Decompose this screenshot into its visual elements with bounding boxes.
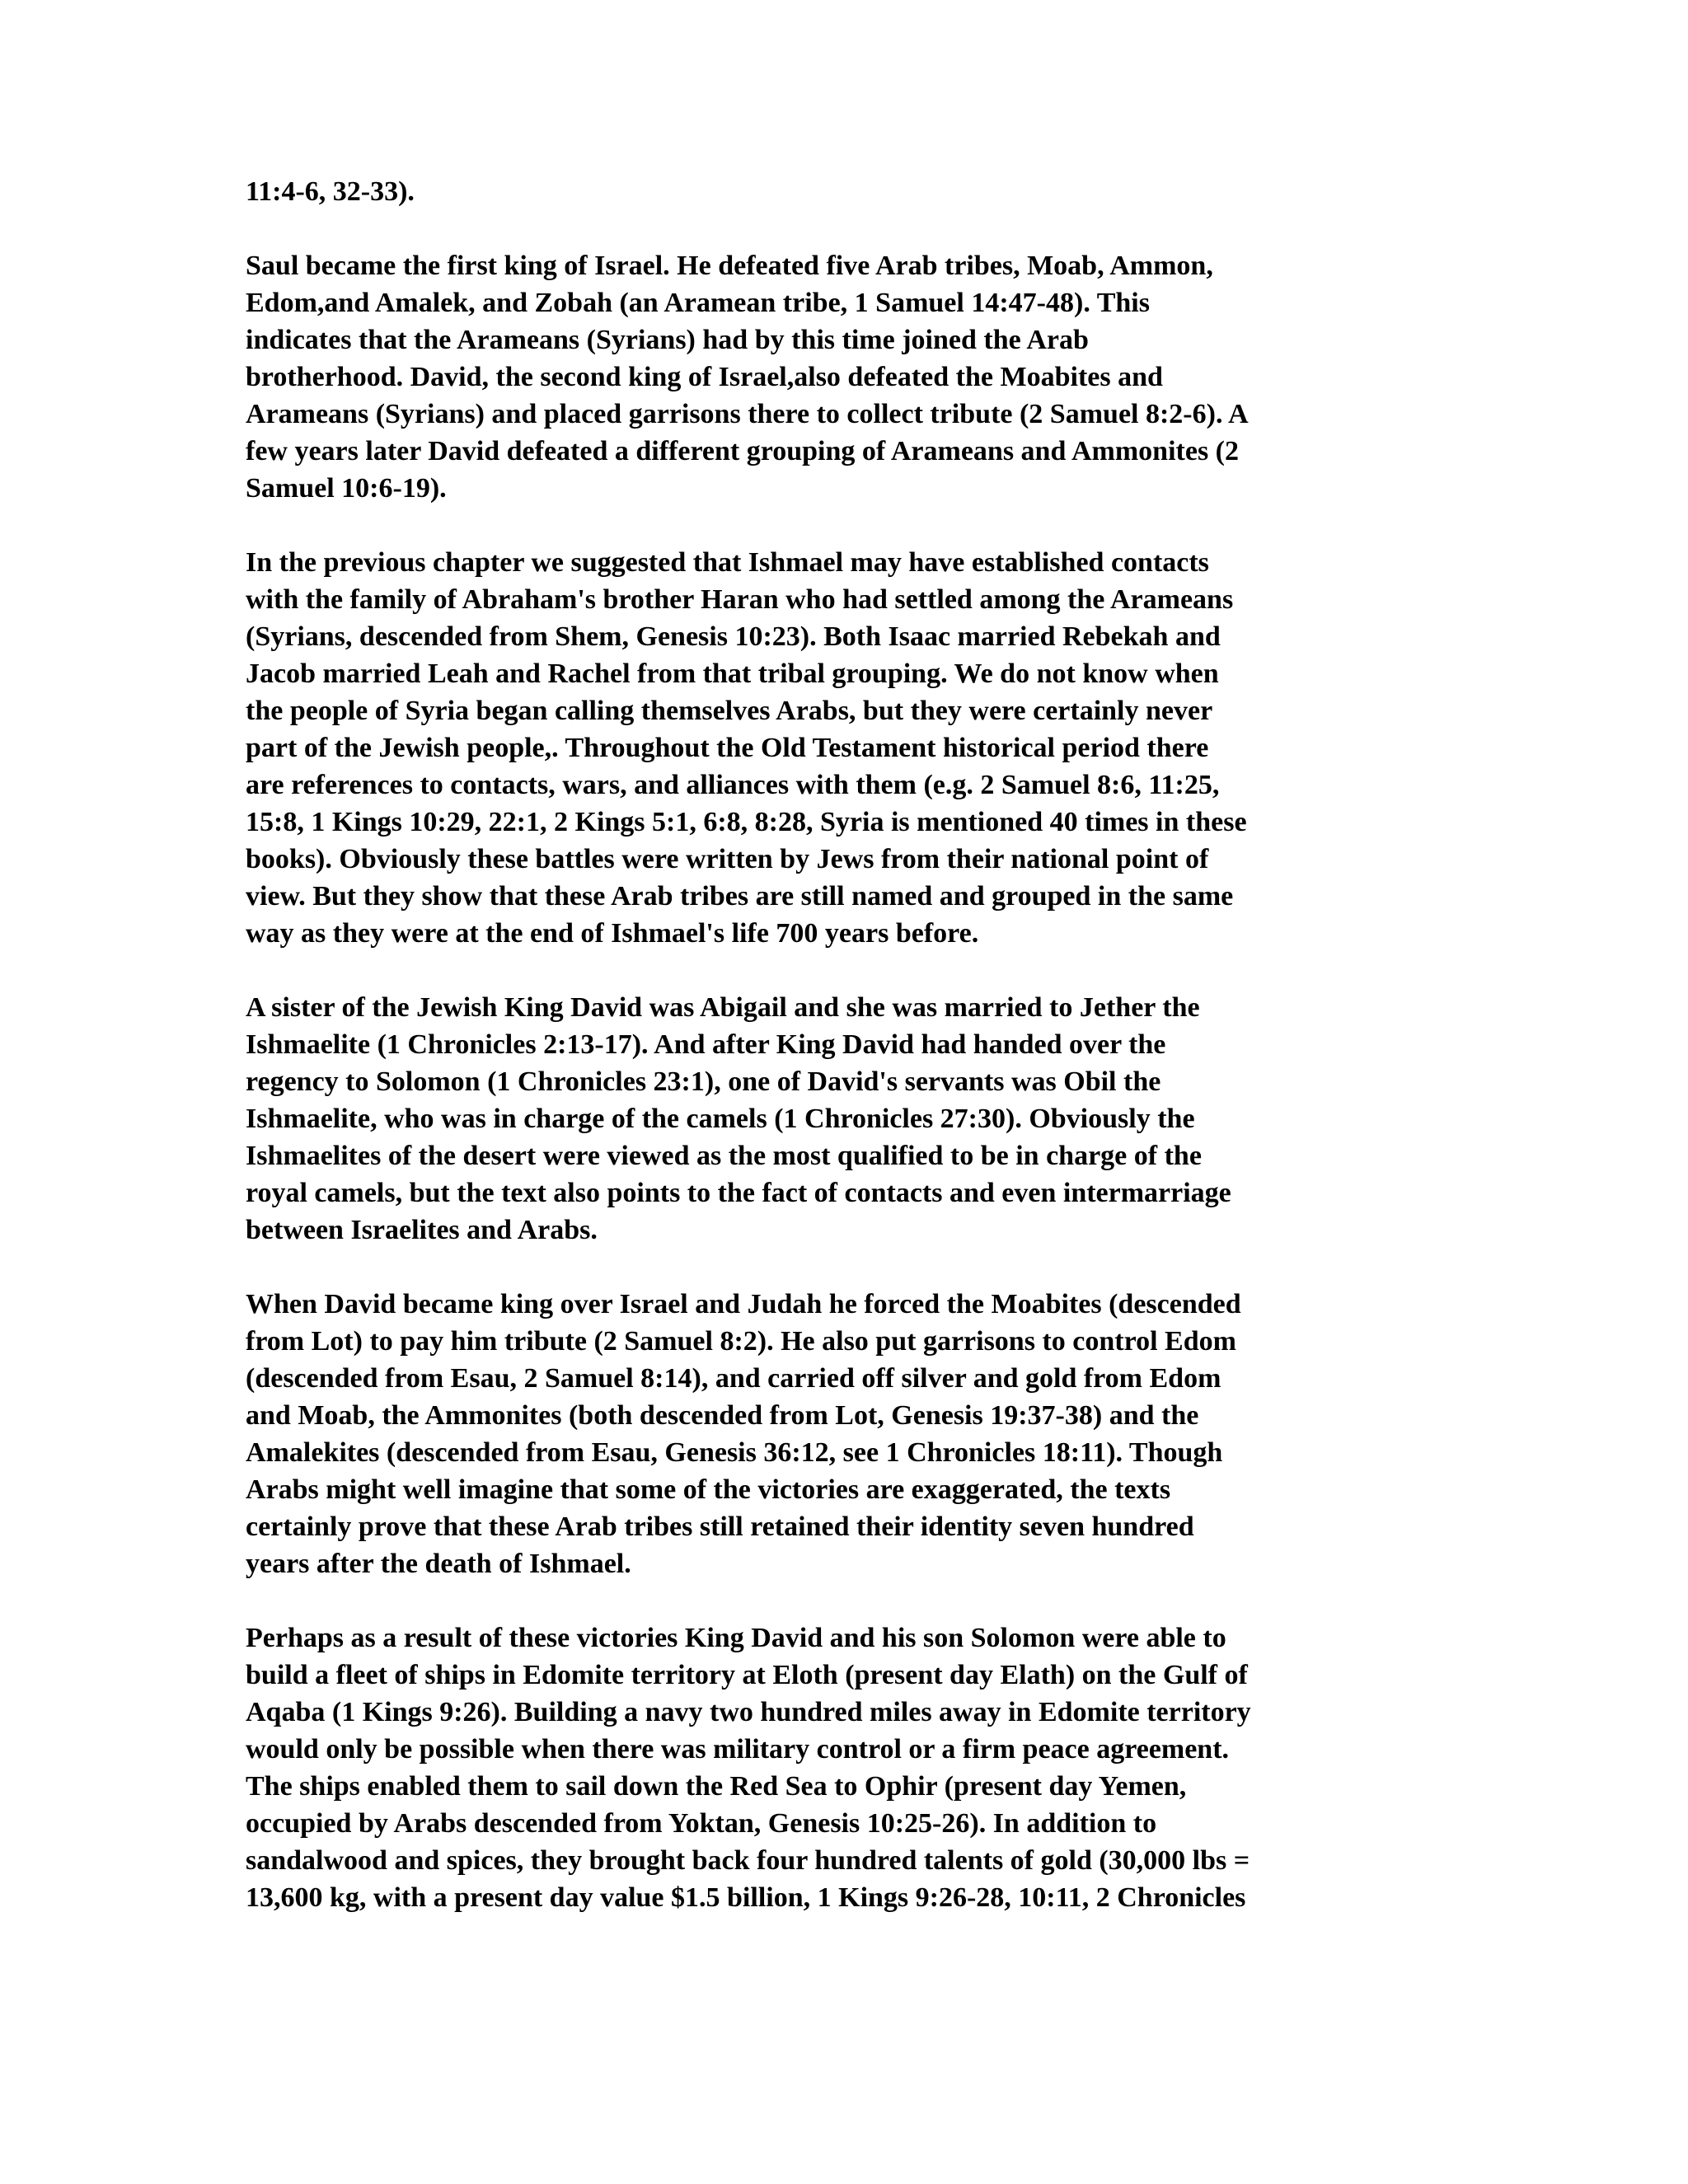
- text-line: In the previous chapter we suggested that Ishmael may have established contacts: [246, 547, 1209, 578]
- text-line: When David became king over Israel and Judah he forced the Moabites (descended: [246, 1289, 1241, 1319]
- paragraph: [246, 1619, 1424, 1916]
- document-body: [246, 173, 1424, 1953]
- text-line: A sister of the Jewish King David was Abigail and she was married to Jether the: [246, 992, 1200, 1023]
- paragraph: [246, 1286, 1424, 1582]
- text-line: from Lot) to pay him tribute (2 Samuel 8:2). He also put garrisons to control Edom: [246, 1326, 1236, 1357]
- text-line: (Syrians, descended from Shem, Genesis 10:23). Both Isaac married Rebekah and: [246, 621, 1221, 652]
- text-line: Jacob married Leah and Rachel from that tribal grouping. We do not know when: [246, 658, 1219, 689]
- text-line: occupied by Arabs descended from Yoktan, Genesis 10:25-26). In addition to: [246, 1808, 1157, 1839]
- paragraph: [246, 544, 1424, 952]
- text-line: The ships enabled them to sail down the Red Sea to Ophir (present day Yemen,: [246, 1771, 1187, 1802]
- text-line: indicates that the Arameans (Syrians) had by this time joined the Arab: [246, 325, 1089, 355]
- text-line: Ishmaelite (1 Chronicles 2:13-17). And after King David had handed over the: [246, 1029, 1166, 1060]
- text-line: brotherhood. David, the second king of Israel,also defeated the Moabites and: [246, 362, 1163, 392]
- text-line: build a fleet of ships in Edomite territory at Eloth (present day Elath) on the Gulf of: [246, 1660, 1248, 1690]
- text-line: between Israelites and Arabs.: [246, 1215, 598, 1245]
- text-line: part of the Jewish people,. Throughout the Old Testament historical period there: [246, 733, 1209, 763]
- text-line: Ishmaelite, who was in charge of the camels (1 Chronicles 27:30). Obviously the: [246, 1104, 1195, 1134]
- text-line: Amalekites (descended from Esau, Genesis 36:12, see 1 Chronicles 18:11). Though: [246, 1437, 1223, 1468]
- text-line: are references to contacts, wars, and alliances with them (e.g. 2 Samuel 8:6, 11:25,: [246, 770, 1220, 800]
- text-line: few years later David defeated a different grouping of Arameans and Ammonites (2: [246, 436, 1240, 466]
- text-line: with the family of Abraham's brother Haran who had settled among the Arameans: [246, 584, 1234, 615]
- text-line: Aqaba (1 Kings 9:26). Building a navy two hundred miles away in Edomite territory: [246, 1697, 1251, 1727]
- text-line: Ishmaelites of the desert were viewed as the most qualified to be in charge of the: [246, 1141, 1202, 1171]
- text-line: 15:8, 1 Kings 10:29, 22:1, 2 Kings 5:1, 6:8, 8:28, Syria is mentioned 40 times in these: [246, 807, 1247, 837]
- text-line: years after the death of Ishmael.: [246, 1549, 631, 1579]
- paragraph: [246, 173, 1424, 210]
- text-line: Samuel 10:6-19).: [246, 473, 447, 504]
- text-line: 11:4-6, 32-33).: [246, 176, 415, 207]
- text-line: Saul became the first king of Israel. He defeated five Arab tribes, Moab, Ammon,: [246, 251, 1213, 281]
- text-line: books). Obviously these battles were written by Jews from their national point of: [246, 844, 1209, 874]
- text-line: and Moab, the Ammonites (both descended from Lot, Genesis 19:37-38) and the: [246, 1400, 1199, 1431]
- text-line: the people of Syria began calling themselves Arabs, but they were certainly never: [246, 696, 1213, 726]
- text-line: Edom,and Amalek, and Zobah (an Aramean tribe, 1 Samuel 14:47-48). This: [246, 288, 1150, 318]
- paragraph: [246, 989, 1424, 1249]
- text-line: regency to Solomon (1 Chronicles 23:1), one of David's servants was Obil the: [246, 1066, 1161, 1097]
- text-line: (descended from Esau, 2 Samuel 8:14), and carried off silver and gold from Edom: [246, 1363, 1221, 1394]
- text-line: would only be possible when there was military control or a firm peace agreement.: [246, 1734, 1230, 1765]
- text-line: sandalwood and spices, they brought back four hundred talents of gold (30,000 lbs =: [246, 1845, 1250, 1876]
- text-line: way as they were at the end of Ishmael's life 700 years before.: [246, 918, 979, 949]
- paragraph: [246, 247, 1424, 507]
- text-line: royal camels, but the text also points to the fact of contacts and even intermarriage: [246, 1178, 1231, 1208]
- text-line: Arameans (Syrians) and placed garrisons there to collect tribute (2 Samuel 8:2-6). A: [246, 399, 1249, 429]
- text-line: view. But they show that these Arab tribes are still named and grouped in the same: [246, 881, 1234, 912]
- text-line: Perhaps as a result of these victories King David and his son Solomon were able to: [246, 1623, 1226, 1653]
- text-line: certainly prove that these Arab tribes still retained their identity seven hundred: [246, 1511, 1194, 1542]
- text-line: Arabs might well imagine that some of the victories are exaggerated, the texts: [246, 1474, 1171, 1505]
- text-line: 13,600 kg, with a present day value $1.5 billion, 1 Kings 9:26-28, 10:11, 2 Chronicles: [246, 1882, 1246, 1913]
